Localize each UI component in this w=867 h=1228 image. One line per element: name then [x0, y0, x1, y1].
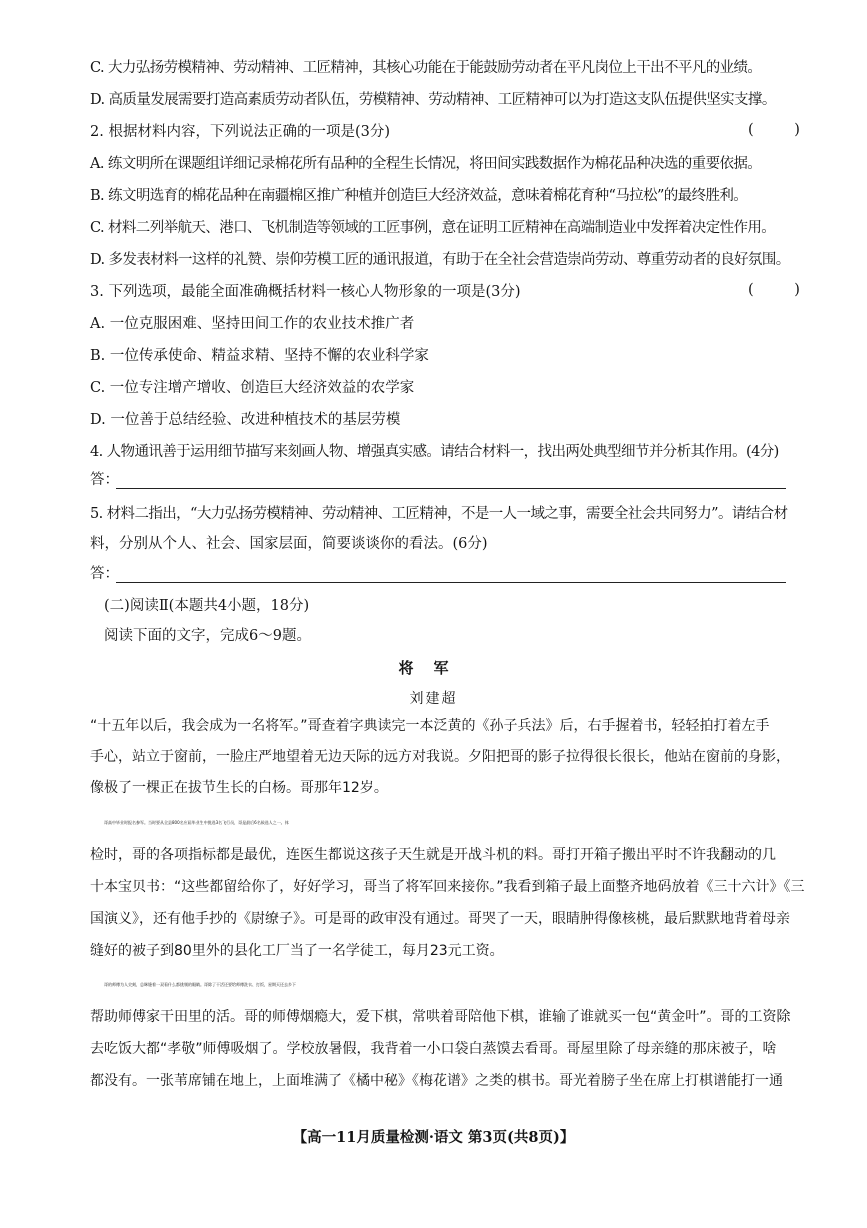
- story-line: 像极了一棵正在拔节生长的白杨。哥那年12岁。: [90, 780, 388, 796]
- story-line: 哥的师傅为人尖刻，总眯缝着一双看什么都挑剔的眼睛。哥除了干活还要给师傅洗衣、打饭，星期天还去乡下: [104, 982, 296, 987]
- answer-label-q5: 答：: [90, 566, 119, 582]
- option-a-q3: A. 一位克服困难、坚持田间工作的农业技术推广者: [90, 316, 415, 332]
- question-4-stem: 4. 人物通讯善于运用细节描写来刻画人物、增强真实感。请结合材料一，找出两处典型细节并分析其作用。(4分): [90, 444, 779, 460]
- story-line: 都没有。一张苇席铺在地上，上面堆满了《橘中秘》《梅花谱》之类的棋书。哥光着膀子坐在席上打棋谱能打一通: [90, 1073, 783, 1089]
- option-d-q1: D. 高质量发展需要打造高素质劳动者队伍，劳模精神、劳动精神、工匠精神可以为打造这支队伍提供坚实支撑。: [90, 92, 776, 108]
- story-line: 缝好的被子到80里外的县化工厂当了一名学徒工，每月23元工资。: [90, 943, 504, 959]
- story-line: “十五年以后，我会成为一名将军。”哥查着字典读完一本泛黄的《孙子兵法》后，右手握着书，轻轻拍打着左手: [90, 718, 770, 734]
- story-line: 去吃饭大都“孝敬”师傅吸烟了。学校放暑假，我背着一小口袋白蒸馍去看哥。哥屋里除了母亲缝的那床被子，啥: [90, 1041, 777, 1057]
- story-line: 帮助师傅家干田里的活。哥的师傅烟瘾大，爱下棋，常哄着哥陪他下棋，谁输了谁就买一包“黄金叶”。哥的工资除: [90, 1009, 791, 1025]
- option-a-q2: A. 练文明所在课题组详细记录棉花所有品种的全程生长情况，将田间实践数据作为棉花品种决选的重要依据。: [90, 156, 762, 172]
- story-line: 十本宝贝书：“这些都留给你了，好好学习，哥当了将军回来接你。”我看到箱子最上面整齐地码放着《三十六计》《三: [90, 879, 805, 895]
- option-c-q3: C. 一位专注增产增收、创造巨大经济效益的农学家: [90, 380, 415, 396]
- option-c-q1: C. 大力弘扬劳模精神、劳动精神、工匠精神，其核心功能在于能鼓励劳动者在平凡岗位上干出不平凡的业绩。: [90, 60, 762, 76]
- option-b-q2: B. 练文明选育的棉花品种在南疆棉区推广种植并创造巨大经济效益，意味着棉花育种“马拉松”的最终胜利。: [90, 188, 748, 204]
- question-5-stem-line1: 5. 材料二指出，“大力弘扬劳模精神、劳动精神、工匠精神，不是一人一域之事，需要全社会共同努力”。请结合材: [90, 506, 788, 522]
- story-line: 手心，站立于窗前，一脸庄严地望着无边天际的远方对我说。夕阳把哥的影子拉得很长很长，他站在窗前的身影，: [90, 749, 790, 765]
- story-line: 哥高中毕业时报名参军。当时要从全县800名应届毕业生中挑选3名飞行员，哥是最后6名候选人之一。体: [104, 820, 289, 825]
- answer-line-q5[interactable]: [116, 582, 786, 583]
- page-footer: 【高一11月质量检测·语文 第3页(共8页)】: [292, 1129, 575, 1146]
- question-2-stem: 2. 根据材料内容，下列说法正确的一项是(3分): [90, 124, 390, 140]
- option-b-q3: B. 一位传承使命、精益求精、坚持不懈的农业科学家: [90, 348, 429, 364]
- option-c-q2: C. 材料二列举航天、港口、飞机制造等领域的工匠事例，意在证明工匠精神在高端制造业中发挥着决定性作用。: [90, 220, 776, 236]
- story-line: 检时，哥的各项指标都是最优，连医生都说这孩子天生就是开战斗机的料。哥打开箱子搬出平时不许我翻动的几: [90, 847, 776, 863]
- question-5-stem-line2: 料，分别从个人、社会、国家层面，简要谈谈你的看法。(6分): [90, 536, 488, 552]
- answer-label-q4: 答：: [90, 472, 119, 488]
- answer-line-q4[interactable]: [116, 488, 786, 489]
- section-instruction: 阅读下面的文字，完成6～9题。: [104, 628, 311, 644]
- section-heading: (二)阅读Ⅱ(本题共4小题，18分): [104, 598, 310, 614]
- option-d-q3: D. 一位善于总结经验、改进种植技术的基层劳模: [90, 412, 401, 428]
- answer-paren-q2: ( ): [748, 122, 818, 138]
- story-author: 刘建超: [409, 691, 458, 707]
- question-3-stem: 3. 下列选项，最能全面准确概括材料一核心人物形象的一项是(3分): [90, 284, 521, 300]
- story-line: 国演义》，还有他手抄的《尉缭子》。可是哥的政审没有通过。哥哭了一天，眼睛肿得像核桃，最后默默地背着母亲: [90, 911, 790, 927]
- option-d-q2: D. 多发表材料一这样的礼赞、崇仰劳模工匠的通讯报道，有助于在全社会营造崇尚劳动、尊重劳动者的良好氛围。: [90, 252, 790, 268]
- story-title: 将军: [398, 659, 469, 677]
- answer-paren-q3: ( ): [748, 282, 818, 298]
